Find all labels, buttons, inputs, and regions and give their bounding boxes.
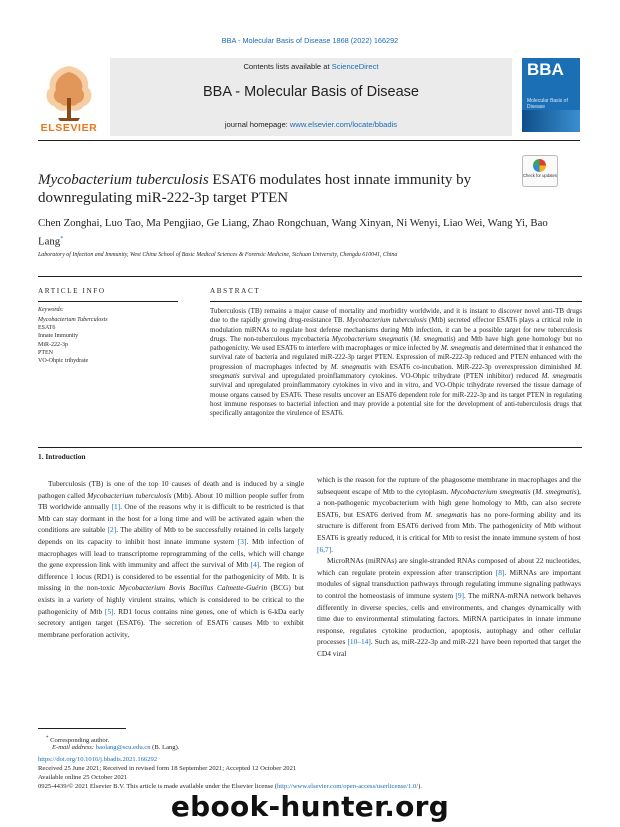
text-segment: has no pore-forming ability and its structure is different from ESAT6 derived from Mtb. The pathogenicity of Mtb without ESAT6 is greatly reduced, it is critical for Mtb to resist the innate immune system of host: [317, 509, 581, 542]
abstract-species-name: M. smegmatis: [330, 362, 371, 371]
email-link[interactable]: baolang@scu.edu.cn: [95, 744, 151, 751]
keyword-item[interactable]: Innate Immunity: [38, 333, 79, 340]
email-suffix: (B. Lang).: [150, 744, 180, 751]
cover-graphic: [522, 110, 580, 132]
abstract-species-name: M. smegmatis: [210, 362, 583, 381]
abstract-heading: ABSTRACT: [210, 287, 261, 295]
species-name: M. smegmatis: [535, 486, 577, 496]
title-italic: Mycobacterium tuberculosis: [38, 172, 209, 188]
citation-link[interactable]: [8]: [495, 567, 505, 577]
abstract-segment: (: [408, 334, 414, 343]
citation-link[interactable]: [9]: [455, 590, 465, 600]
species-name: Mycobacterium Bovis Bacillus Calmette-Guérin: [118, 583, 268, 593]
text-segment: . MiRNAs are important modules of signal transduction pathways through regulating immune signaling pathways to control the homeostasis of immune system: [317, 567, 582, 600]
text-segment: which is the reason for the rupture of the phagosome membrane in macrophages and the subsequent escape of Mtb to the cytoplasm.: [317, 475, 581, 496]
abstract-segment: and determined that it enhanced the survival rate of bacteria and regulated miR-222-3p target PTEN. Expression of miR-222-3p reduced and PTEN enhanced with the progression of macrophages infected by: [210, 344, 582, 371]
text-segment: ), a non-pathogenic mycobacterium with high gene homology to Mtb, can also secrete ESAT6, but ESAT6 derived from: [317, 486, 581, 519]
license-link[interactable]: http://www.elsevier.com/open-access/userlicense/1.0/: [276, 783, 419, 790]
citation-link[interactable]: [10–14]: [347, 637, 371, 647]
check-updates-icon: [533, 159, 546, 172]
keywords-label: Keywords:: [38, 307, 64, 313]
watermark: ebook-hunter.org: [170, 790, 450, 823]
citation-link[interactable]: [1]: [111, 502, 121, 512]
footnote-rule: [38, 728, 126, 729]
text-segment: . The region of difference 1 locus (RD1) is considered to be essential for the pathogenicity of Mtb. It is missing in the non-toxic: [38, 560, 304, 593]
citation-link[interactable]: [2]: [107, 525, 117, 535]
abstract-species-name: Mycobacterium tuberculosis: [346, 316, 427, 325]
species-name: Mycobacterium tuberculosis: [87, 490, 172, 500]
available-online: Available online 25 October 2021: [38, 774, 128, 781]
cover-title: BBA: [527, 60, 564, 79]
keyword-item[interactable]: VO-Ohpic trihydrate: [38, 358, 89, 365]
journal-cover: [522, 58, 580, 132]
info-rule: [38, 301, 178, 302]
author-list: [38, 215, 568, 250]
text-segment: Tuberculosis (TB) is one of the top 10 causes of death and is induced by a single pathogen called: [38, 479, 304, 500]
header-rule: [38, 140, 580, 141]
doi-link[interactable]: https://doi.org/10.1016/j.bbadis.2021.166292: [38, 756, 158, 763]
abstract-segment: with ESAT6 co-incubation. MiR-222-3p overexpression diminished: [371, 362, 575, 371]
keyword-item[interactable]: ESAT6: [38, 325, 56, 332]
contents-prefix: Contents lists available at: [243, 62, 332, 71]
authors-text: Chen Zonghai, Luo Tao, Ma Pengjiao, Ge Liang, Zhao Rongchuan, Wang Xinyan, Ni Wenyi, Liao Wei, Wang Yi, Bao Lang: [38, 217, 548, 248]
license-prefix: 0925-4439/© 2021 Elsevier B.V. This article is made available under the Elsevier license (: [38, 783, 277, 790]
cover-subtitle: Molecular Basis of Disease: [527, 98, 568, 110]
abstract-segment: (Mtb) secreted effector ESAT6 plays a critical role in modulation miRNAs to regulate host defense mechanisms during Mtb infection, it can be a possible target for new tuberculosis drugs. The non-tuberculous mycobacteria: [210, 316, 582, 343]
abstract-segment: survival and upregulated proinflammatory cytokines. VO-Ohpic trihydrate (PTEN inhibitor) reduced: [239, 372, 542, 381]
title-rest: ESAT6 modulates host innate immunity by downregulating miR-222-3p target PTEN: [38, 172, 472, 206]
journal-title: BBA - Molecular Basis of Disease: [203, 84, 419, 100]
keyword-item[interactable]: MiR-222-3p: [38, 341, 68, 348]
species-name: Mycobacterium smegmatis: [450, 486, 531, 496]
license-suffix: ).: [418, 783, 422, 790]
text-segment: . Such as, miR-222-3p and miR-221 have been reported that target the CD4 viral: [317, 637, 582, 658]
corresponding-text: Corresponding author.: [50, 737, 110, 745]
journal-banner: [110, 58, 512, 136]
citation-link[interactable]: [4]: [250, 560, 260, 570]
email-line: [52, 743, 612, 752]
text-segment: (: [530, 486, 536, 496]
abstract-rule: [210, 301, 582, 302]
abstract-species-name: M. smegmatis: [441, 344, 481, 353]
sciencedirect-link[interactable]: ScienceDirect: [331, 62, 379, 71]
text-segment: MicroRNAs (miRNAs) are single-stranded RNAs composed of about 22 nucleotides, which can regulate protein expression after transcription: [317, 556, 581, 577]
text-segment: .: [331, 544, 334, 554]
homepage-line: [110, 120, 512, 129]
abstract-segment: ) and Mtb have high gene homology but no pathogenicity. We used ESAT6 to interfere with macrophages or mice infected by: [210, 334, 582, 353]
keyword-item[interactable]: Mycobacterium Tuberculosis: [38, 317, 108, 323]
homepage-prefix: journal homepage:: [224, 120, 290, 129]
article-info-heading: ARTICLE INFO: [38, 287, 106, 295]
keywords-list: [38, 316, 108, 365]
intro-paragraph-1: [38, 478, 304, 640]
body-column-right: [317, 474, 581, 660]
check-for-updates-badge[interactable]: [522, 155, 558, 187]
text-segment: . The ability of Mtb to be successfully retained in cells largely depends on its capacity to inhibit host innate immune system: [38, 525, 304, 546]
info-top-rule: [38, 276, 582, 277]
abstract-species-name: M. smegmatis: [541, 372, 583, 381]
citation-link[interactable]: [5]: [104, 606, 114, 616]
contents-line: [110, 62, 512, 71]
citation-link[interactable]: [3]: [237, 536, 247, 546]
text-segment: (BCG) but exists in a variety of highly virulent strains, which is considered to be critical to the pathogenicity of Mtb: [38, 583, 304, 616]
publisher-name: ELSEVIER: [40, 122, 98, 134]
abstract-text: [210, 307, 582, 419]
email-label: E-mail address:: [52, 744, 96, 751]
text-segment: . One of the reasons why it is difficult to be restricted is that Mtb can stay dormant in the host for a long time and will be activated again when the conditions are suitable: [38, 502, 305, 535]
footnote-mark: *: [46, 736, 49, 741]
abstract-species-name: Mycobacterium smegmatis: [332, 334, 409, 343]
homepage-link[interactable]: www.elsevier.com/locate/bbadis: [289, 120, 398, 129]
abstract-segment: Tuberculosis (TB) remains a major cause of mortality and morbidity worldwide, and it is instant to discover novel anti-TB drugs due to the rapidly growing drug-resistance TB.: [210, 307, 582, 325]
intro-paragraph-1-cont: [317, 474, 581, 555]
abstract-bottom-rule: [38, 447, 582, 448]
citation-link[interactable]: [6,7]: [317, 544, 332, 554]
text-segment: . Mtb infection of macrophages will lead to transcriptome reprogramming of the cells, which will change the gene expression link with immunity and affect the survival of Mtb: [38, 536, 304, 570]
article-title: [38, 171, 508, 207]
text-segment: . The miRNA-mRNA network behaves differently in diverse species, cells and environments, and changes dynamically with time due to environmental stimulating factors. MiRNA participates in innate immune response, regulates cytokine production, apoptosis, autophagy and other cellular processes: [317, 590, 581, 647]
species-name: M. smegmatis: [424, 509, 468, 519]
text-segment: (Mtb). About 10 million people suffer from TB worldwide annually: [38, 490, 304, 512]
abstract-segment: survival and upregulated proinflammatory cytokines in vivo and in vitro, and VO-Ohpic trihydrate reversed the tissue damage of mouse organs caused by ESAT6. These results uncover an ESAT6 dependent role for miR-222-3p and its target PTEN in regulating host immune responses to bacterial infection and may provide a potential site for the development of anti-tuberculosis drugs that specifically antagonize the virulence of ESAT6.: [210, 381, 582, 418]
body-column-left: [38, 478, 304, 640]
abstract-species-name: M. smegmatis: [413, 334, 454, 343]
check-updates-label: Check for updates: [523, 173, 557, 178]
text-segment: . RD1 locus contains nine genes, one of which is 6-kDa early secretory antigen target (ESAT6). The secretion of ESAT6 causes Mtb to exhibit membrane perforation activity,: [38, 606, 304, 639]
affiliation: Laboratory of Infection and Immunity, West China School of Basic Medical Sciences & Forensic Medicine, Sichuan University, Chengdu 610041, China: [38, 252, 398, 258]
introduction-heading: 1. Introduction: [38, 452, 86, 461]
received-dates: Received 25 June 2021; Received in revised form 18 September 2021; Accepted 12 October 2021: [38, 765, 297, 772]
keyword-item[interactable]: PTEN: [38, 349, 53, 356]
intro-paragraph-2: [317, 555, 581, 659]
corresponding-author-mark[interactable]: *: [60, 236, 64, 242]
journal-reference[interactable]: BBA - Molecular Basis of Disease 1868 (2022) 166292: [221, 36, 399, 45]
